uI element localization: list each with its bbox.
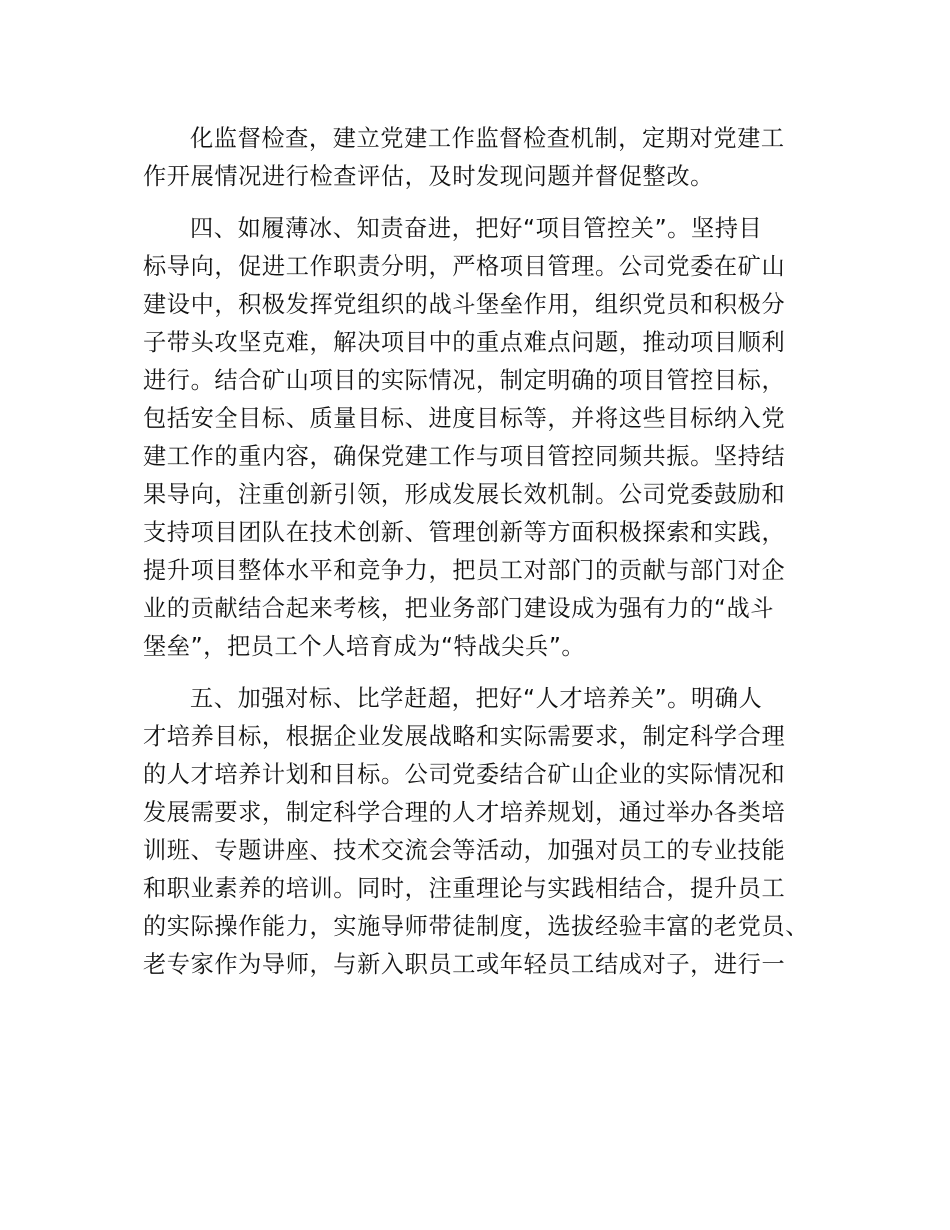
- text-line: 支持项目团队在技术创新、管理创新等方面积极探索和实践，: [143, 519, 786, 546]
- text-line: 进行。结合矿山项目的实际情况，制定明确的项目管控目标，: [143, 367, 786, 394]
- text-line: 的实际操作能力，实施导师带徒制度，选拔经验丰富的老党员、: [143, 913, 810, 940]
- text-line: 化监督检查，建立党建工作监督检查机制，定期对党建工: [190, 125, 785, 152]
- document-body: [143, 120, 815, 998]
- text-line: 训班、专题讲座、技术交流会等活动，加强对员工的专业技能: [143, 837, 786, 864]
- text-line: 子带头攻坚克难，解决项目中的重点难点问题，推动项目顺利: [143, 329, 786, 356]
- text-line: 五、加强对标、比学赶超，把好“人才培养关”。明确人: [190, 685, 763, 712]
- paragraph-project-control: [143, 210, 815, 666]
- text-line: 业的贡献结合起来考核，把业务部门建设成为强有力的“战斗: [143, 595, 775, 622]
- text-line: 堡垒”，把员工个人培育成为“特战尖兵”。: [143, 633, 586, 660]
- text-line: 建设中，积极发挥党组织的战斗堡垒作用，组织党员和积极分: [143, 291, 786, 318]
- text-line: 才培养目标，根据企业发展战略和实际需要求，制定科学合理: [143, 723, 786, 750]
- text-line: 提升项目整体水平和竞争力，把员工对部门的贡献与部门对企: [143, 557, 786, 584]
- text-line: 包括安全目标、质量目标、进度目标等，并将这些目标纳入党: [143, 405, 786, 432]
- text-line: 建工作的重内容，确保党建工作与项目管控同频共振。坚持结: [143, 443, 786, 470]
- text-line: 的人才培养计划和目标。公司党委结合矿山企业的实际情况和: [143, 761, 786, 788]
- text-line: 果导向，注重创新引领，形成发展长效机制。公司党委鼓励和: [143, 481, 786, 508]
- text-line: 和职业素养的培训。同时，注重理论与实践相结合，提升员工: [143, 875, 786, 902]
- text-line: 老专家作为导师，与新入职员工或年轻员工结成对子，进行一: [143, 951, 786, 978]
- text-line: 标导向，促进工作职责分明，严格项目管理。公司党委在矿山: [143, 253, 786, 280]
- paragraph-supervision-cont: [143, 120, 815, 196]
- text-line: 四、如履薄冰、知责奋进，把好“项目管控关”。坚持目: [190, 215, 763, 242]
- text-line: 作开展情况进行检查评估，及时发现问题并督促整改。: [143, 163, 714, 190]
- text-line: 发展需要求，制定科学合理的人才培养规划，通过举办各类培: [143, 799, 786, 826]
- paragraph-talent-training: [143, 680, 815, 984]
